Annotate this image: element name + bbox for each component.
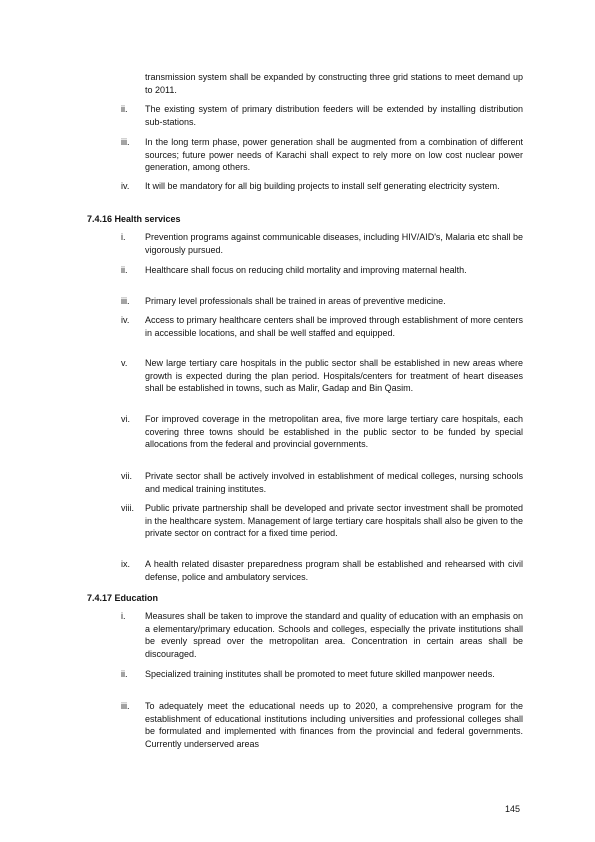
health-item-v xyxy=(121,357,523,395)
power-item-ii xyxy=(121,103,523,128)
item-text: Specialized training institutes shall be promoted to meet future skilled manpower needs. xyxy=(145,669,495,679)
item-number: v. xyxy=(121,358,128,368)
health-item-vi xyxy=(121,413,523,451)
item-number: iv. xyxy=(121,181,130,191)
power-item-iv xyxy=(121,180,523,193)
page-number: 145 xyxy=(505,804,521,814)
health-item-iv xyxy=(121,314,523,339)
item-text: Access to primary healthcare centers shall be improved through establishment of more centers in accessible locations, and shall be well staffed and equipped. xyxy=(145,315,523,338)
item-text: A health related disaster preparedness program shall be established and rehearsed with civil defense, police and ambulatory services. xyxy=(145,559,523,582)
item-text: Primary level professionals shall be trained in areas of preventive medicine. xyxy=(145,296,446,306)
item-text: Private sector shall be actively involved in establishment of medical colleges, nursing schools and medical training institutes. xyxy=(145,471,523,494)
item-text: It will be mandatory for all big building projects to install self generating electricity system. xyxy=(145,181,500,191)
health-item-ii xyxy=(121,264,523,277)
item-text: In the long term phase, power generation shall be augmented from a combination of different sources; future power needs of Karachi shall expect to rely more on low cost nuclear power generation, among others. xyxy=(145,137,523,172)
item-number: i. xyxy=(121,611,126,621)
item-text: Measures shall be taken to improve the standard and quality of education with an emphasis on a elementary/primary education. Schools and colleges, especially the private institutions shall be evenly spread over the metropolitan area. Concentration in certain areas shall be discouraged. xyxy=(145,611,523,659)
section-heading-health: 7.4.16 Health services xyxy=(87,214,181,224)
health-item-viii xyxy=(121,502,523,540)
item-number: iii. xyxy=(121,701,130,711)
item-number: ii. xyxy=(121,669,128,679)
item-number: iii. xyxy=(121,296,130,306)
power-item-iii xyxy=(121,136,523,174)
item-text: New large tertiary care hospitals in the public sector shall be established in new areas where growth is expected during the plan period. Hospitals/centers for treatment of heart diseases shall be established in towns, such as Malir, Gadap and Bin Qasim. xyxy=(145,358,523,393)
education-item-i xyxy=(121,610,523,660)
health-item-vii xyxy=(121,470,523,495)
health-item-i xyxy=(121,231,523,256)
power-item-i-continuation: transmission system shall be expanded by constructing three grid stations to meet demand up to 2011. xyxy=(145,72,523,95)
item-number: vii. xyxy=(121,471,132,481)
health-item-iii xyxy=(121,295,523,308)
education-item-ii xyxy=(121,668,523,681)
item-text: Prevention programs against communicable diseases, including HIV/AID's, Malaria etc shall be vigorously pursued. xyxy=(145,232,523,255)
item-number: ix. xyxy=(121,559,130,569)
education-item-iii xyxy=(121,700,523,750)
item-number: i. xyxy=(121,232,126,242)
item-number: vi. xyxy=(121,414,130,424)
item-number: iii. xyxy=(121,137,130,147)
item-number: viii. xyxy=(121,503,134,513)
item-text: For improved coverage in the metropolitan area, five more large tertiary care hospitals, each covering three towns should be established in the public sector to be funded by special allocations from the federal and provincial governments. xyxy=(145,414,523,449)
item-text: The existing system of primary distribution feeders will be extended by installing distribution sub-stations. xyxy=(145,104,523,127)
item-number: ii. xyxy=(121,265,128,275)
item-text: To adequately meet the educational needs up to 2020, a comprehensive program for the establishment of educational institutions including universities and professional colleges shall be formulated and implemented with finances from the provincial and federal governments. Currently underserved areas xyxy=(145,701,523,749)
section-heading-education: 7.4.17 Education xyxy=(87,593,159,603)
item-text: Healthcare shall focus on reducing child mortality and improving maternal health. xyxy=(145,265,467,275)
item-text: Public private partnership shall be developed and private sector investment shall be promoted in the healthcare system. Management of large tertiary care hospitals shall also be given to the private sector on contract for a fixed time period. xyxy=(145,503,523,538)
health-item-ix xyxy=(121,558,523,583)
item-number: iv. xyxy=(121,315,130,325)
item-number: ii. xyxy=(121,104,128,114)
